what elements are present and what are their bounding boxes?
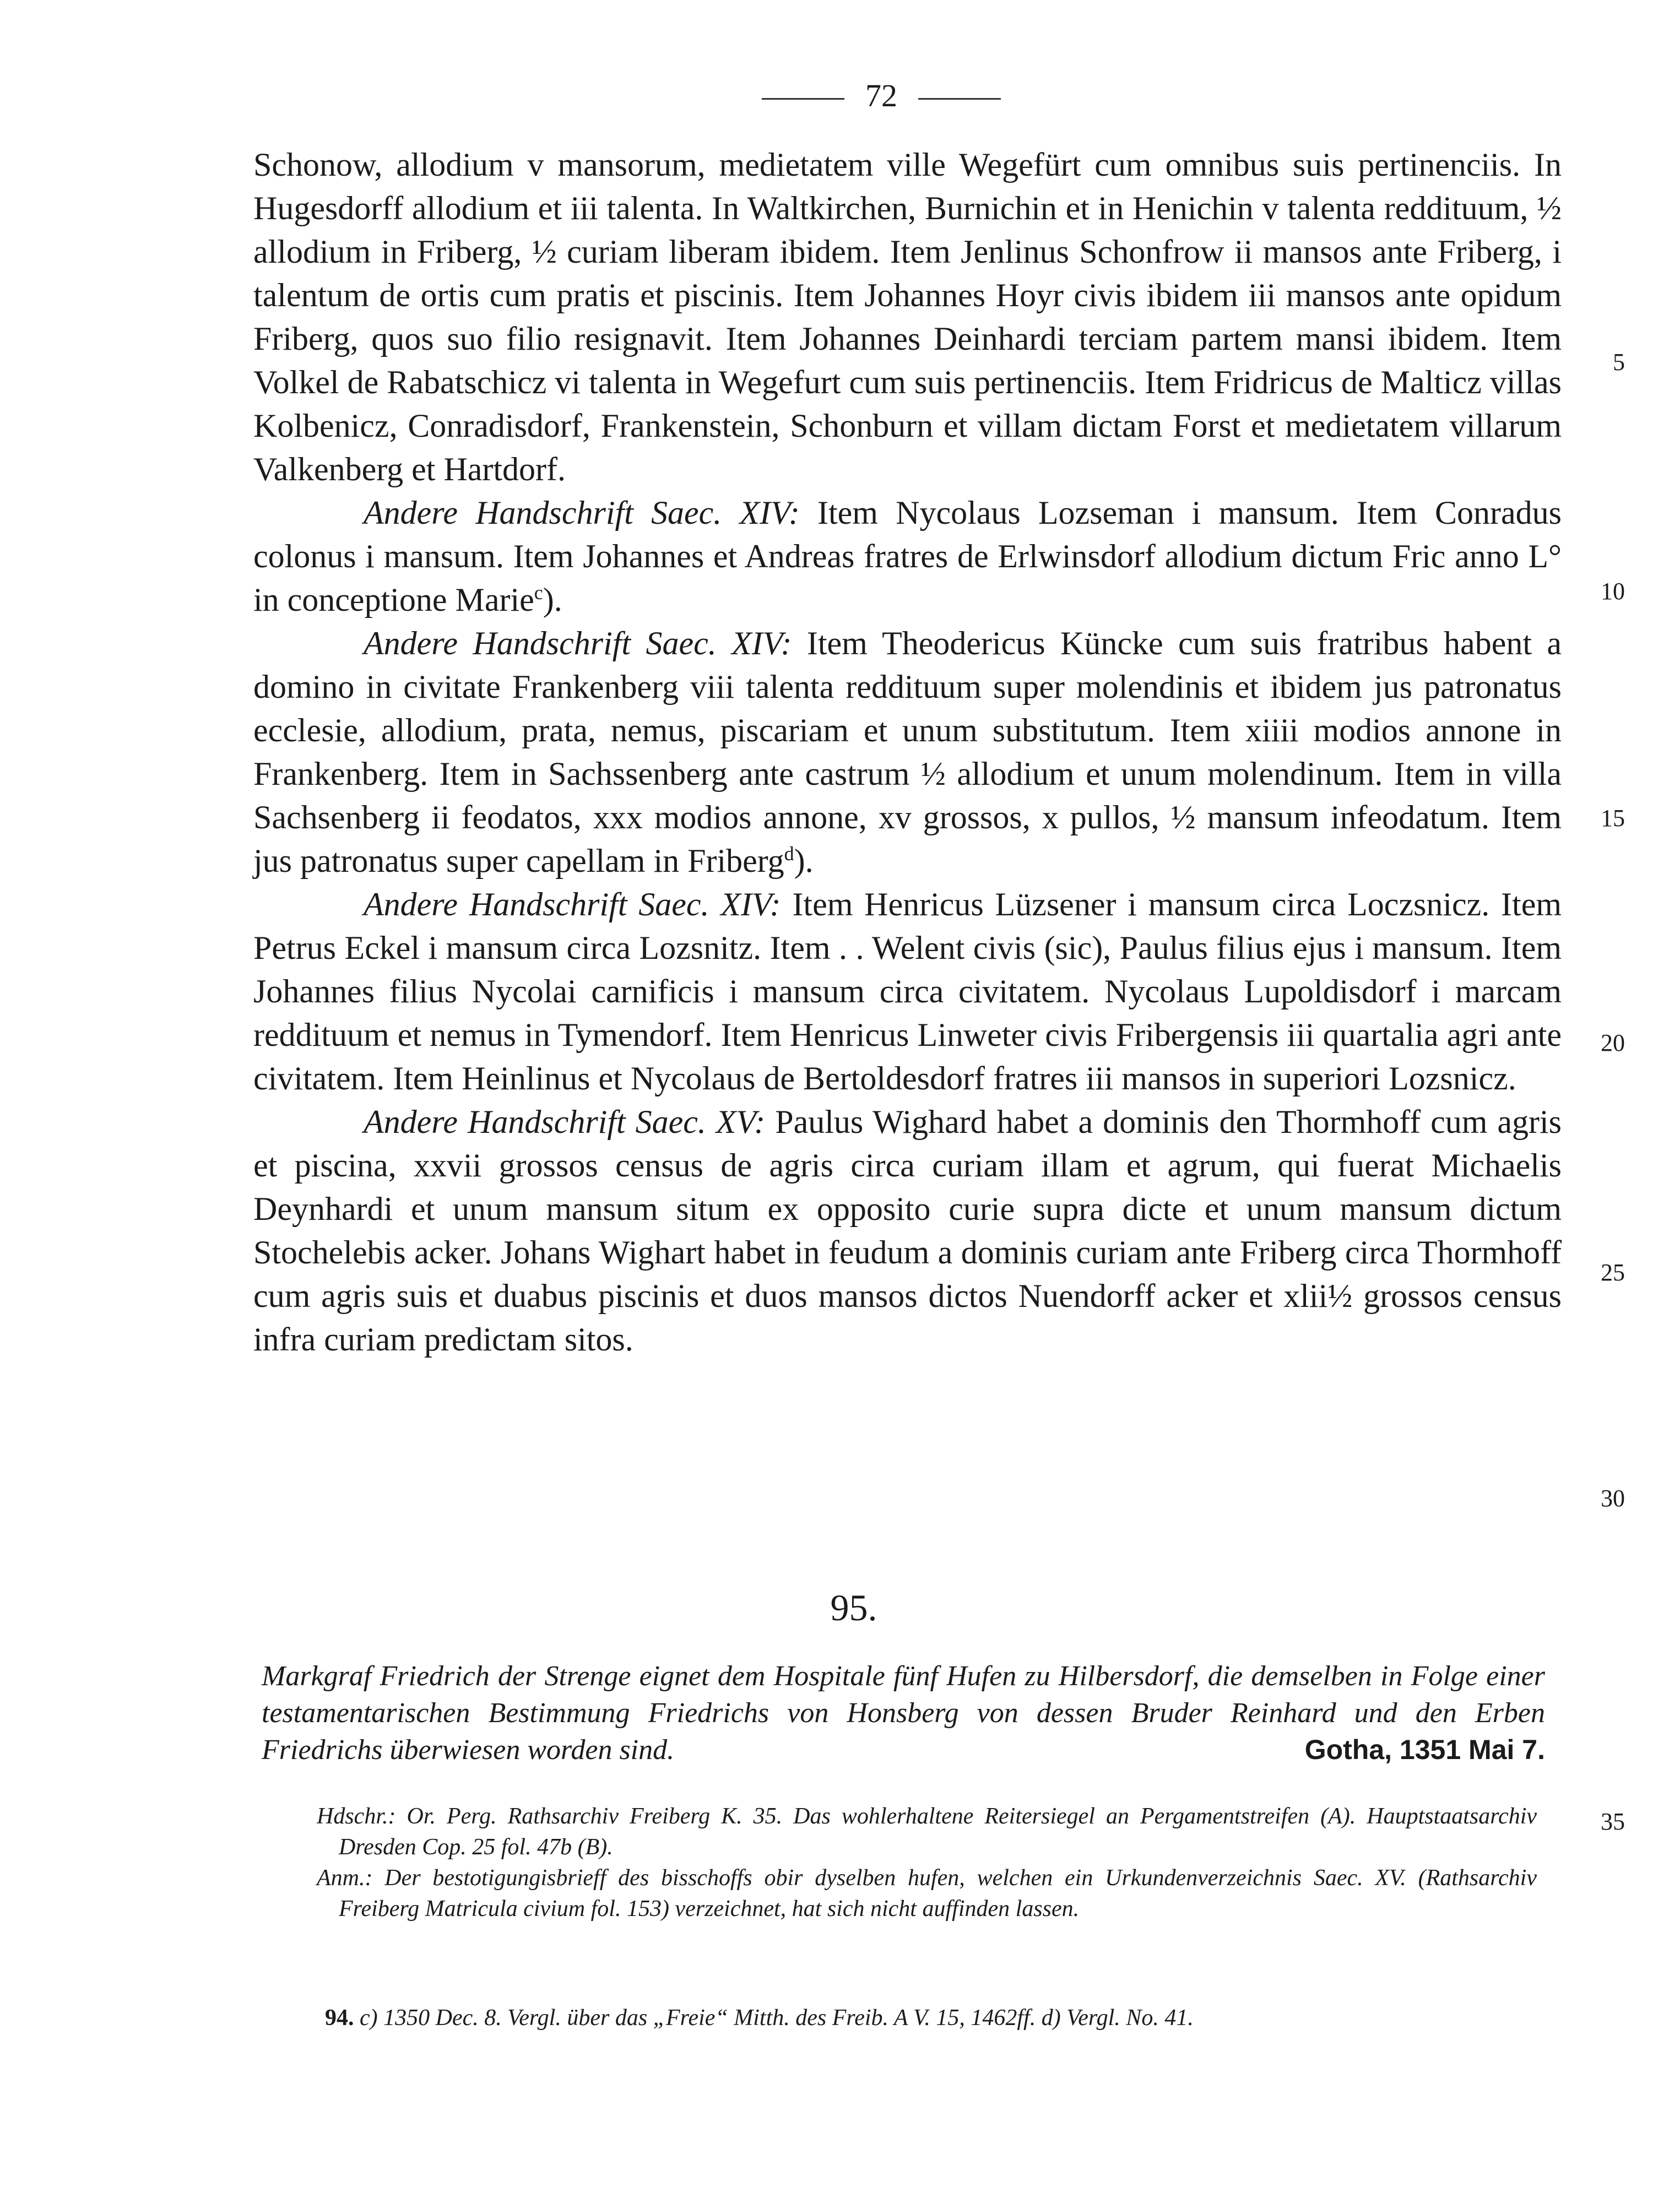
text-block-4 <box>253 883 1562 1100</box>
text-block-4-body: Item Henricus Lüzsener i mansum circa Loczsnicz. Item Petrus Eckel i mansum circa Lozsnitz. Item . . Welent civis (sic), Paulus filius ejus i mansum. Item Johannes filius Nycolai carnificis i mansum circa civitatem. Nycolaus Lupoldisdorf i marcam reddituum et nemus in Tymendorf. Item Henricus Linweter civis Fribergensis iii quartalia agri ante civitatem. Item Heinlinus et Nycolaus de Bertoldesdorf fratres iii mansos in superiori Lozsnicz. <box>253 886 1562 1097</box>
text-block-2-body: Item Nycolaus Lozseman i mansum. Item Conradus colonus i mansum. Item Johannes et Andreas fratres de Erlwinsdorf allodium dictum Fric anno L° in conceptione Marie <box>253 495 1562 618</box>
page-header <box>716 77 1047 114</box>
text-block-2-end: ). <box>543 582 562 618</box>
text-block-3 <box>253 622 1562 883</box>
manuscript-label: Andere Handschrift Saec. XIV: <box>364 495 800 531</box>
manuscript-label: Andere Handschrift Saec. XIV: <box>364 625 792 661</box>
main-text <box>253 143 1562 1361</box>
footnote-marker: d <box>784 843 794 865</box>
line-number: 5 <box>1613 349 1625 376</box>
footnote-text: c) 1350 Dec. 8. Vergl. über das „Freie“ Mitth. des Freib. A V. 15, 1462ff. d) Vergl. No. 41. <box>360 2005 1194 2031</box>
footnote-ref: 94. <box>325 2005 354 2031</box>
text-block-5-body: Paulus Wighard habet a dominis den Thormhoff cum agris et piscina, xxvii grossos census de agris circa curiam illam et agrum, qui fuerat Michaelis Deynhardi et unum mansum situm ex opposito curie supra dicte et unum mansum dictum Stochelebis acker. Johans Wighart habet in feudum a dominis curiam ante Friberg circa Thormhoff cum agris suis et duabus piscinis et duos mansos dictos Nuendorff acker et xlii½ grossos census infra curiam predictam sitos. <box>253 1104 1562 1358</box>
text-block-intro: Schonow, allodium v mansorum, medietatem ville Wegefürt cum omnibus suis pertinenciis. In Hugesdorff allodium et iii talenta. In Waltkirchen, Burnichin et in Henichin v talenta reddituum, ½ allodium in Friberg, ½ curiam liberam ibidem. Item Jenlinus Schonfrow ii mansos ante Friberg, i talentum de ortis cum pratis et piscinis. Item Johannes Hoyr civis ibidem iii mansos ante opidum Friberg, quos suo filio resignavit. Item Johannes Deinhardi terciam partem mansi ibidem. Item Volkel de Rabatschicz vi talenta in Wegefurt cum suis pertinenciis. Item Fridricus de Malticz villas Kolbenicz, Conradisdorf, Frankenstein, Schonburn et villam dictam Forst et medietatem villarum Valkenberg et Hartdorf. <box>253 146 1562 487</box>
text-block-2 <box>253 491 1562 622</box>
text-block-3-body: Item Theodericus Küncke cum suis fratribus habent a domino in civitate Frankenberg viii talenta reddituum super molendinis et ibidem jus patronatus ecclesie, allodium, prata, nemus, piscariam et unum substitutum. Item xiiii modios annone in Frankenberg. Item in Sachssenberg ante castrum ½ allodium et unum molendinum. Item in villa Sachsenberg ii feodatos, xxx modios annone, xv grossos, x pullos, ½ mansum infeodatum. Item jus patronatus super capellam in Friberg <box>253 625 1562 879</box>
apparatus-hdschr: Hdschr.: Or. Perg. Rathsarchiv Freiberg K. 35. Das wohlerhaltene Reitersiegel an Pergamentstreifen (A). Hauptstaatsarchiv Dresden Cop. 25 fol. 47b (B). <box>317 1804 1537 1860</box>
regest-text: Markgraf Friedrich der Strenge eignet dem Hospitale fünf Hufen zu Hilbersdorf, die demselben in Folge einer testamentarischen Bestimmung Friedrichs von Honsberg von dessen Bruder Reinhard und den Erben Friedrichs überwiesen worden sind. <box>262 1660 1545 1766</box>
line-number: 25 <box>1601 1259 1625 1286</box>
line-number: 15 <box>1601 805 1625 832</box>
document-regest <box>262 1658 1545 1768</box>
apparatus-anm: Anm.: Der bestotigungisbrieff des bisschoffs obir dyselben hufen, welchen ein Urkundenverzeichnis Saec. XV. (Rathsarchiv Freiberg Matricula civium fol. 153) verzeichnet, hat sich nicht auffinden lassen. <box>317 1865 1537 1922</box>
line-number: 30 <box>1601 1485 1625 1512</box>
footnotes <box>325 2005 1482 2031</box>
document-dateline: Gotha, 1351 Mai 7. <box>1304 1734 1545 1765</box>
line-number: 10 <box>1601 578 1625 605</box>
critical-apparatus <box>317 1801 1537 1924</box>
manuscript-label: Andere Handschrift Saec. XIV: <box>364 886 781 922</box>
line-number: 20 <box>1601 1029 1625 1056</box>
footnote-marker: c <box>534 582 543 604</box>
text-block-5 <box>253 1100 1562 1361</box>
document-number: 95. <box>830 1587 877 1629</box>
text-block-3-end: ). <box>794 843 814 879</box>
line-number: 35 <box>1601 1808 1625 1835</box>
header-rule-right <box>918 98 1001 100</box>
header-rule-left <box>762 98 844 100</box>
manuscript-label: Andere Handschrift Saec. XV: <box>364 1104 766 1140</box>
page-number: 72 <box>865 78 897 113</box>
